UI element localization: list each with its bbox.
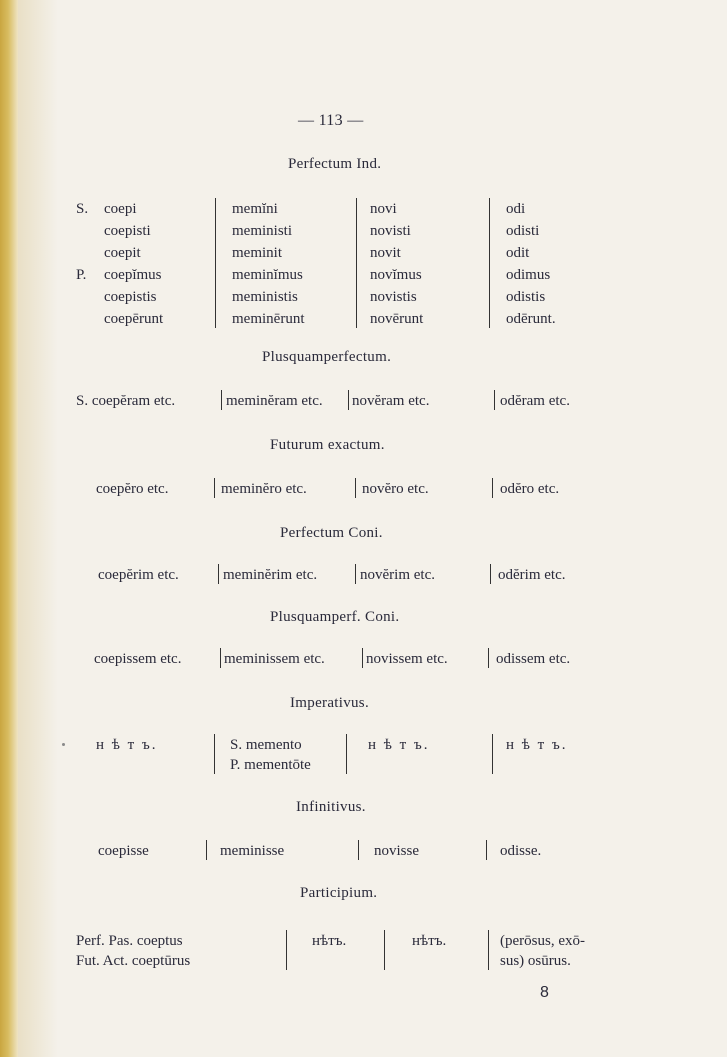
perfectum-coni-coepi: coepĕrim etc.	[98, 567, 179, 583]
form-coepistis: coepistis	[104, 289, 157, 305]
heading-infinitivus: Infinitivus.	[296, 799, 366, 815]
form-novi: novi	[370, 201, 397, 217]
signature-mark: 8	[540, 984, 549, 1001]
form-meministi: meministi	[232, 223, 292, 239]
futurum-memini: meminĕro etc.	[221, 481, 307, 497]
column-divider	[220, 648, 221, 668]
participium-fut-act: Fut. Act. coeptūrus	[76, 953, 191, 969]
plusquamperfectum-odi: odĕram etc.	[500, 393, 570, 409]
infinitivus-coepisse: coepisse	[98, 843, 149, 859]
number-label-singular: S.	[76, 201, 89, 217]
plusquamperf-coni-coepi: coepissem etc.	[94, 651, 182, 667]
heading-participium: Participium.	[300, 885, 378, 901]
number-label-plural: P.	[76, 267, 87, 283]
heading-plusquamperf-coni: Plusquamperf. Coni.	[270, 609, 400, 625]
participium-perf-pas: Perf. Pas. coeptus	[76, 933, 183, 949]
column-divider	[488, 648, 489, 668]
plusquamperf-coni-odi: odissem etc.	[496, 651, 571, 667]
column-divider	[218, 564, 219, 584]
plusquamperfectum-novi: novĕram etc.	[352, 393, 430, 409]
heading-perfectum-coni: Perfectum Coni.	[280, 525, 383, 541]
participium-osurus: sus) osūrus.	[500, 953, 571, 969]
column-divider	[488, 930, 489, 970]
participium-novi-none: нѣтъ.	[412, 933, 447, 949]
form-meminimus: meminĭmus	[232, 267, 303, 283]
form-coepit: coepit	[104, 245, 141, 261]
infinitivus-meminisse: meminisse	[220, 843, 285, 859]
column-divider	[346, 734, 347, 774]
imperativus-mementote: P. mementōte	[230, 757, 311, 773]
page-gutter-shadow	[18, 0, 58, 1057]
form-odisti: odisti	[506, 223, 540, 239]
participium-perosus: (perōsus, exō-	[500, 933, 585, 949]
form-meministis: meministis	[232, 289, 298, 305]
column-divider	[492, 734, 493, 774]
plusquamperfectum-memini: meminĕram etc.	[226, 393, 323, 409]
perfectum-coni-odi: odĕrim etc.	[498, 567, 566, 583]
column-divider	[494, 390, 495, 410]
form-odimus: odimus	[506, 267, 551, 283]
plusquamperfectum-coepi: S. coepĕram etc.	[76, 393, 176, 409]
form-coepisti: coepisti	[104, 223, 151, 239]
imperativus-memento: S. memento	[230, 737, 302, 753]
column-divider	[214, 478, 215, 498]
participium-memini-none: нѣтъ.	[312, 933, 347, 949]
form-memini: memĭni	[232, 201, 278, 217]
perfectum-coni-memini: meminĕrim etc.	[223, 567, 318, 583]
imperativus-coepi-none: н ѣ т ъ.	[96, 737, 158, 753]
heading-plusquamperfectum: Plusquamperfectum.	[262, 349, 392, 365]
column-divider	[356, 198, 357, 328]
imperativus-novi-none: н ѣ т ъ.	[368, 737, 430, 753]
column-divider	[206, 840, 207, 860]
column-divider	[214, 734, 215, 774]
column-divider	[355, 478, 356, 498]
ink-speck	[62, 743, 65, 746]
page-number: — 113 —	[298, 112, 364, 129]
form-odi: odi	[506, 201, 526, 217]
column-divider	[355, 564, 356, 584]
heading-futurum-exactum: Futurum exactum.	[270, 437, 385, 453]
column-divider	[348, 390, 349, 410]
infinitivus-novisse: novisse	[374, 843, 419, 859]
form-novit: novit	[370, 245, 401, 261]
heading-imperativus: Imperativus.	[290, 695, 369, 711]
form-odit: odit	[506, 245, 530, 261]
column-divider	[486, 840, 487, 860]
form-meminit: meminit	[232, 245, 282, 261]
form-novimus: novĭmus	[370, 267, 422, 283]
column-divider	[362, 648, 363, 668]
form-coepi: coepi	[104, 201, 137, 217]
column-divider	[492, 478, 493, 498]
column-divider	[358, 840, 359, 860]
infinitivus-odisse: odisse.	[500, 843, 542, 859]
form-noverunt: novērunt	[370, 311, 424, 327]
plusquamperf-coni-memini: meminissem etc.	[224, 651, 325, 667]
plusquamperf-coni-novi: novissem etc.	[366, 651, 448, 667]
futurum-coepi: coepĕro etc.	[96, 481, 169, 497]
column-divider	[490, 564, 491, 584]
form-oderunt: odērunt.	[506, 311, 556, 327]
column-divider	[384, 930, 385, 970]
column-divider	[215, 198, 216, 328]
column-divider	[221, 390, 222, 410]
form-novistis: novistis	[370, 289, 417, 305]
book-spine-edge	[0, 0, 18, 1057]
heading-perfectum-ind: Perfectum Ind.	[288, 156, 382, 172]
form-odistis: odistis	[506, 289, 546, 305]
perfectum-coni-novi: novĕrim etc.	[360, 567, 435, 583]
form-coeperunt: coepērunt	[104, 311, 164, 327]
column-divider	[286, 930, 287, 970]
imperativus-odi-none: н ѣ т ъ.	[506, 737, 568, 753]
form-novisti: novisti	[370, 223, 411, 239]
column-divider	[489, 198, 490, 328]
futurum-novi: novĕro etc.	[362, 481, 429, 497]
form-coepimus: coepĭmus	[104, 267, 162, 283]
form-meminerunt: meminērunt	[232, 311, 305, 327]
futurum-odi: odĕro etc.	[500, 481, 560, 497]
